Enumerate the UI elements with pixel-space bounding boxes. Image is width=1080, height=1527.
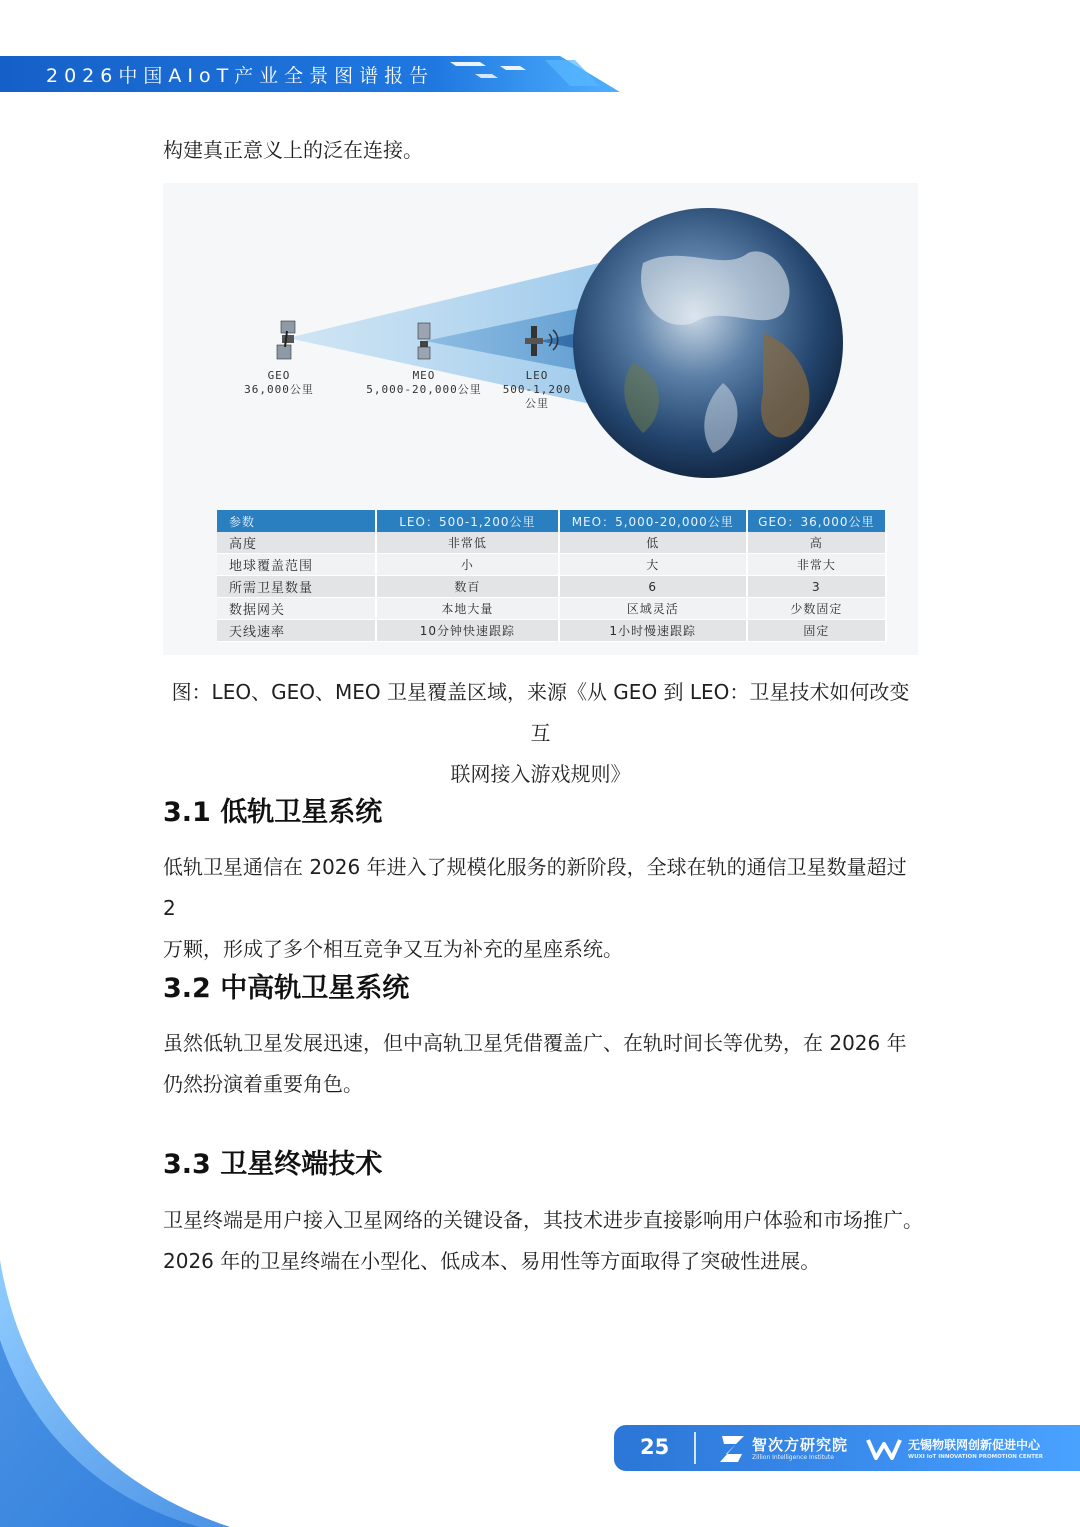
table-cell: 非常低 [376, 532, 559, 554]
table-cell: 非常大 [747, 554, 886, 576]
page-number: 25 [640, 1435, 670, 1459]
table-cell: 本地大量 [376, 598, 559, 620]
wuxi-iot-logo-icon [866, 1436, 902, 1462]
intro-paragraph: 构建真正意义上的泛在连接。 [163, 138, 423, 162]
geo-satellite-icon [277, 321, 295, 359]
table-cell: 所需卫星数量 [217, 576, 376, 598]
table-cell: 数百 [376, 576, 559, 598]
table-cell: 小 [376, 554, 559, 576]
caption-line: 图：LEO、GEO、MEO 卫星覆盖区域，来源《从 GEO 到 LEO：卫星技术如何改变互 [171, 680, 910, 745]
footer-divider [694, 1432, 696, 1464]
orbit-diagram [163, 183, 918, 503]
table-cell: 天线速率 [217, 620, 376, 642]
table-row [217, 532, 886, 554]
section-paragraph-3-3: 卫星终端是用户接入卫星网络的关键设备，其技术进步直接影响用户体验和市场推广。 2026 年的卫星终端在小型化、低成本、易用性等方面取得了突破性进展。 [163, 1208, 923, 1273]
table-cell: 6 [559, 576, 747, 598]
table-row [217, 554, 886, 576]
table-header-cell: LEO：500-1,200公里 [376, 510, 559, 532]
figure-caption [163, 672, 918, 795]
table-cell: 高度 [217, 532, 376, 554]
orbit-comparison-table [217, 510, 887, 642]
table-cell: 低 [559, 532, 747, 554]
zillion-logo-icon [718, 1432, 748, 1466]
table-row [217, 598, 886, 620]
table-cell: 数据网关 [217, 598, 376, 620]
geo-label: GEO 36,000公里 [244, 369, 314, 396]
table-cell: 固定 [747, 620, 886, 642]
section-heading-3-2: 3.2 中高轨卫星系统 [163, 973, 410, 1004]
table-header-row [217, 510, 886, 532]
wuxi-iot-logo-name: 无锡物联网创新促进中心 [908, 1438, 1041, 1452]
table-cell: 10分钟快速跟踪 [376, 620, 559, 642]
zillion-logo-name: 智次方研究院 [752, 1436, 849, 1454]
table-cell: 地球覆盖范围 [217, 554, 376, 576]
table-header-cell: 参数 [217, 510, 376, 532]
table-cell: 高 [747, 532, 886, 554]
table-cell: 3 [747, 576, 886, 598]
table-cell: 大 [559, 554, 747, 576]
caption-line: 联网接入游戏规则》 [450, 762, 631, 786]
section-paragraph-3-2: 虽然低轨卫星发展迅速，但中高轨卫星凭借覆盖广、在轨时间长等优势，在 2026 年 仍然扮演着重要角色。 [163, 1031, 907, 1096]
meo-label: MEO 5,000-20,000公里 [366, 369, 482, 396]
wuxi-iot-logo-subtitle: WUXI IoT INNOVATION PROMOTION CENTER [908, 1454, 1043, 1460]
table-header-cell: MEO：5,000-20,000公里 [559, 510, 747, 532]
satellite-orbit-figure [163, 183, 918, 655]
table-row [217, 576, 886, 598]
section-paragraph-3-1: 低轨卫星通信在 2026 年进入了规模化服务的新阶段，全球在轨的通信卫星数量超过 2 万颗，形成了多个相互竞争又互为补充的星座系统。 [163, 855, 907, 961]
report-title: 2026中国AIoT产业全景图谱报告 [46, 65, 435, 87]
section-heading-3-3: 3.3 卫星终端技术 [163, 1149, 383, 1180]
section-heading-3-1: 3.1 低轨卫星系统 [163, 797, 383, 828]
table-cell: 1小时慢速跟踪 [559, 620, 747, 642]
table-cell: 少数固定 [747, 598, 886, 620]
table-row [217, 620, 886, 642]
leo-label: LEO 500-1,200 公里 [502, 369, 572, 410]
table-header-cell: GEO：36,000公里 [747, 510, 886, 532]
table-cell: 区域灵活 [559, 598, 747, 620]
zillion-logo-subtitle: Zillion Intelligence Institute [752, 1454, 834, 1461]
